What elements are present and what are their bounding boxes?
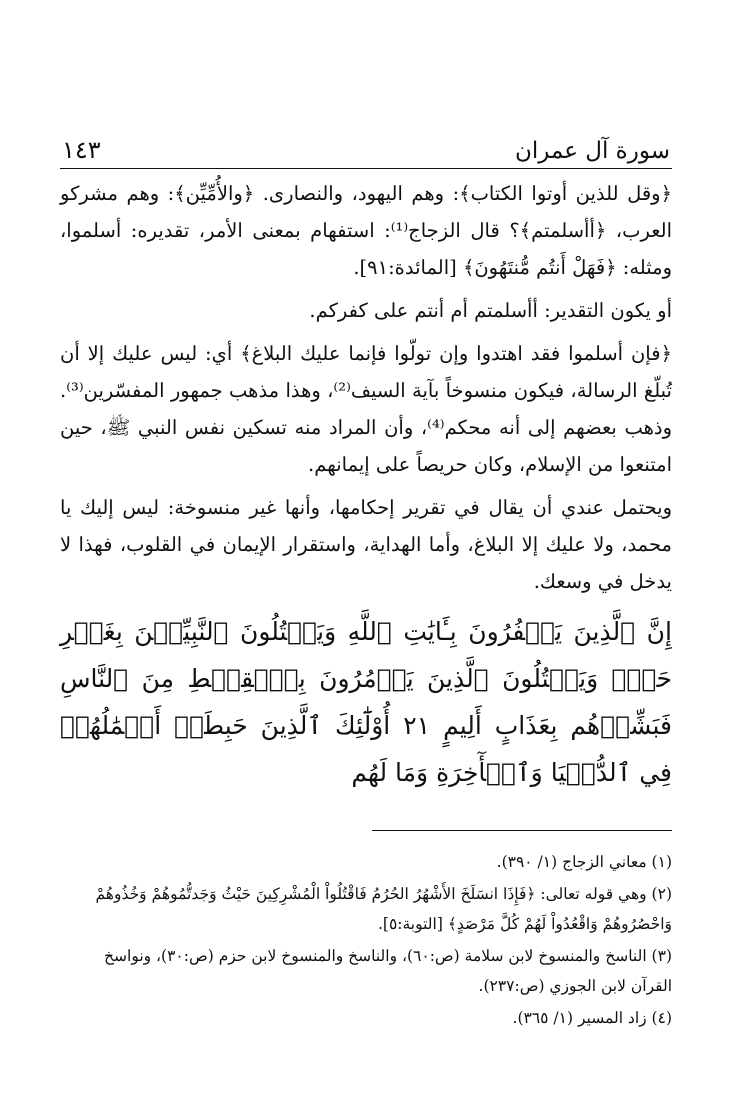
book-page	[60, 130, 672, 1035]
quran-verse: إِنَّ ٱلَّذِينَ يَكۡفُرُونَ بِـَٔايَٰتِ ٱللَّهِ وَيَقۡتُلُونَ ٱلنَّبِيِّـۧنَ بِغَيۡرِ حَقّٖ وَيَقۡتُلُونَ ٱلَّذِينَ يَأۡمُرُونَ بِٱلۡقِسۡطِ مِنَ ٱلنَّاسِ فَبَشِّرۡهُم بِعَذَابٍ أَلِيمٍ ٢١ أُوْلَٰٓئِكَ ٱلَّذِينَ حَبِطَتۡ أَعۡمَٰلُهُمۡ فِي ٱلدُّنۡيَا وَٱلۡأٓخِرَةِ وَمَا لَهُم	[60, 617, 672, 787]
footnote: (٣) الناسخ والمنسوخ لابن سلامة (ص:٦٠)، والناسخ والمنسوخ لابن حزم (ص:٣٠)، ونواسخ القرآن لابن الجوزي (ص:٢٣٧).	[104, 947, 672, 995]
page-header	[60, 130, 672, 169]
footnote-divider	[372, 830, 672, 831]
paragraph: أو يكون التقدير: أأسلمتم أم أنتم على كفركم.	[309, 299, 672, 322]
surah-title: سورة آل عمران	[514, 138, 670, 164]
footnote: (٤) زاد المسير (١/ ٣٦٥).	[512, 1009, 672, 1027]
footnotes	[60, 847, 672, 1033]
footnote: (١) معاني الزجاج (١/ ٣٩٠).	[496, 853, 672, 871]
paragraph: ﴿وقل للذين أوتوا الكتاب﴾: وهم اليهود، والنصارى. ﴿والأُمِّيِّن﴾: وهم مشركو العرب، ﴿أأسلمتم﴾؟ قال الزجاج⁽¹⁾: استفهام بمعنى الأمر، تقديره: أسلموا، ومثله: ﴿فَهَلْ أَنتُم مُّنتَهُونَ﴾ [المائدة:٩١].	[60, 182, 672, 279]
paragraph: ﴿فإن أسلموا فقد اهتدوا وإن تولّوا فإنما عليك البلاغ﴾ أي: ليس عليك إلا أن تُبلّغ الرسالة، فيكون منسوخاً بآية السيف⁽²⁾، وهذا مذهب جمهور المفسّرين⁽³⁾. وذهب بعضهم إلى أنه محكم⁽⁴⁾، وأن المراد منه تسكين نفس النبي ﷺ، حين امتنعوا من الإسلام، وكان حريصاً على إيمانهم.	[60, 342, 672, 476]
page-number: ١٤٣	[62, 136, 101, 164]
paragraph: ويحتمل عندي أن يقال في تقرير إحكامها، وأنها غير منسوخة: ليس إليك يا محمد، ولا عليك إلا البلاغ، وأما الهداية، واستقرار الإيمان في القلوب، فهذا لا يدخل في وسعك.	[60, 496, 672, 593]
footnote: (٢) وهي قوله تعالى: ﴿فَإِذَا انسَلَخَ الأَشْهُرُ الحُرُمُ فَاقْتُلُواْ الْمُشْرِكِينَ حَيْثُ وَجَدتُّمُوهُمْ وَخُذُوهُمْ وَاحْصُرُوهُمْ وَاقْعُدُواْ لَهُمْ كُلَّ مَرْصَدٍ﴾ [التوبة:٥].	[95, 885, 672, 933]
commentary-body	[60, 175, 672, 600]
